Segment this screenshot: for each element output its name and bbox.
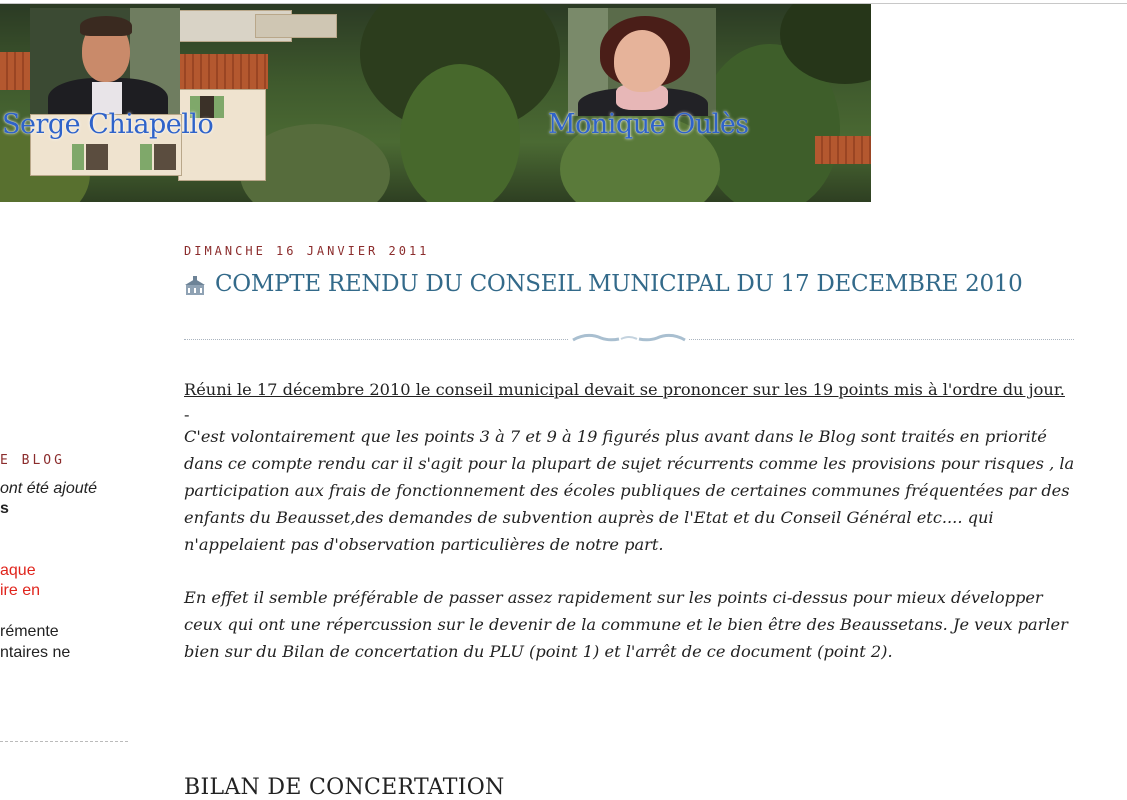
section-heading: BILAN DE CONCERTATION bbox=[184, 775, 505, 800]
house-roof bbox=[0, 52, 32, 90]
banner-house bbox=[255, 14, 337, 38]
post-dash: - bbox=[184, 405, 190, 424]
post-intro: Réuni le 17 décembre 2010 le conseil municipal devait se prononcer sur les 19 points mis à l'ordre du jour. bbox=[184, 380, 1065, 399]
sidebar-divider bbox=[0, 741, 128, 742]
house-roof bbox=[170, 54, 268, 89]
flourish-ornament bbox=[569, 332, 689, 346]
post-title[interactable]: COMPTE RENDU DU CONSEIL MUNICIPAL DU 17 DECEMBRE 2010 bbox=[215, 271, 1023, 297]
sidebar bbox=[0, 440, 140, 760]
sidebar-text: ntaires ne bbox=[0, 644, 71, 661]
house-shutter bbox=[140, 144, 152, 170]
banner-tree bbox=[400, 64, 520, 202]
name-label-left: Serge Chiapello bbox=[2, 109, 214, 140]
sidebar-text: ont été ajouté bbox=[0, 480, 97, 497]
post-paragraph: C'est volontairement que les points 3 à 7 et 9 à 19 figurés plus avant dans le Blog sont traités en priorité dans ce compte rendu car il s'agit pour la plupart de sujet récurrents comme les provisions pour risques , la participation aux frais de fonctionnement des écoles publiques de certaines communes fréquentées par des enfants du Beausset,des demandes de subvention auprès de l'Etat et du Conseil Général etc.... qui n'appelaient pas d'observation particulières de notre part. bbox=[184, 427, 1075, 554]
header-banner[interactable] bbox=[0, 4, 871, 202]
sidebar-text: s bbox=[0, 500, 9, 517]
house-roof bbox=[815, 136, 871, 164]
house-window bbox=[154, 144, 176, 170]
sidebar-link[interactable]: aque bbox=[0, 562, 36, 579]
post-date: DIMANCHE 16 JANVIER 2011 bbox=[184, 244, 430, 258]
portrait-monique bbox=[568, 8, 716, 116]
portrait-serge bbox=[30, 8, 180, 114]
sidebar-text: rémente bbox=[0, 623, 59, 640]
name-label-right: Monique Oulès bbox=[548, 109, 749, 140]
sidebar-link[interactable]: ire en bbox=[0, 582, 41, 599]
post-body bbox=[184, 376, 1076, 665]
post-paragraph: En effet il semble préférable de passer assez rapidement sur les points ci-dessus pour mieux développer ceux qui ont une répercussion sur le devenir de la commune et le bien être des Beaussetans. Je veux parler bien sur du Bilan de concertation du PLU (point 1) et l'arrêt de ce document (point 2). bbox=[184, 588, 1068, 661]
house-shutter bbox=[72, 144, 84, 170]
sidebar-heading: E BLOG bbox=[0, 453, 65, 468]
portrait-hair bbox=[80, 16, 132, 36]
house-window bbox=[86, 144, 108, 170]
house-shutter bbox=[214, 96, 224, 118]
building-icon bbox=[184, 276, 206, 296]
portrait-face bbox=[614, 30, 670, 92]
